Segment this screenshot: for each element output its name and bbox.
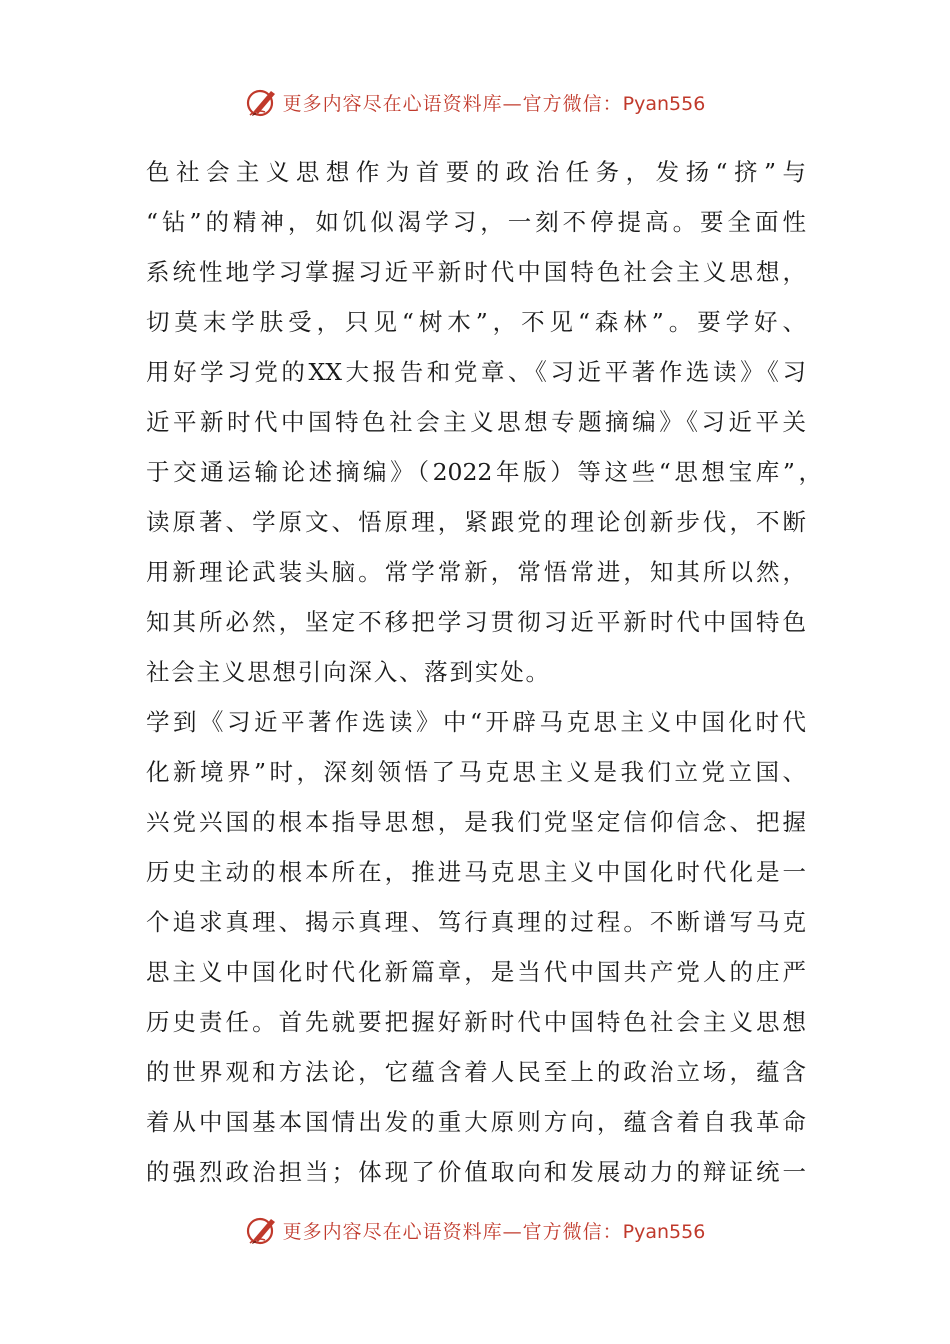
text-line: 的世界观和方法论，它蕴含着人民至上的政治立场，蕴含 [146,1058,806,1086]
text-line: 近平新时代中国特色社会主义思想专题摘编》《习近平关 [146,408,806,436]
wechat-id: Pyan556 [622,92,706,115]
text-line: 于交通运输论述摘编》（2022年版）等这些“思想宝库”， [146,458,822,486]
text-line: 用好学习党的XX大报告和党章、《习近平著作选读》《习 [146,358,806,386]
text-line: 色社会主义思想作为首要的政治任务，发扬“挤”与 [146,158,806,186]
pen-logo-icon [245,1213,279,1247]
text-line: 个追求真理、揭示真理、笃行真理的过程。不断谱写马克 [146,908,806,936]
text-line: 化新境界”时，深刻领悟了马克思主义是我们立党立国、 [146,758,806,786]
text-line: 系统性地学习掌握习近平新时代中国特色社会主义思想， [146,258,806,286]
header-banner [0,82,950,122]
text-line: “钻”的精神，如饥似渴学习，一刻不停提高。要全面性 [146,208,806,236]
text-line: 兴党兴国的根本指导思想，是我们党坚定信仰信念、把握 [146,808,806,836]
text-line: 用新理论武装头脑。常学常新，常悟常进，知其所以然， [146,558,806,586]
text-line: 着从中国基本国情出发的重大原则方向，蕴含着自我革命 [146,1108,806,1136]
paragraph-2 [146,697,806,1197]
pen-logo-icon [245,85,279,119]
footer-banner-text: 更多内容尽在心语资料库—官方微信：Pyan556 [282,1220,706,1243]
footer-banner [0,1210,950,1250]
text-line: 历史责任。首先就要把握好新时代中国特色社会主义思想 [146,1008,806,1036]
text-line: 知其所必然，坚定不移把学习贯彻习近平新时代中国特色 [146,608,806,636]
text-line: 切莫末学肤受，只见“树木”，不见“森林”。要学好、 [146,308,806,336]
document-body [146,147,822,1197]
paragraph-1 [146,147,822,697]
header-banner-text: 更多内容尽在心语资料库—官方微信：Pyan556 [282,92,706,115]
text-line: 读原著、学原文、悟原理，紧跟党的理论创新步伐，不断 [146,508,806,536]
text-line: 的强烈政治担当；体现了价值取向和发展动力的辩证统一 [146,1158,806,1186]
text-line: 思主义中国化时代化新篇章，是当代中国共产党人的庄严 [146,958,806,986]
text-line: 学到《习近平著作选读》中“开辟马克思主义中国化时代 [146,708,806,736]
wechat-id: Pyan556 [622,1220,706,1243]
text-line: 历史主动的根本所在，推进马克思主义中国化时代化是一 [146,858,806,886]
text-line: 社会主义思想引向深入、落到实处。 [146,658,551,686]
